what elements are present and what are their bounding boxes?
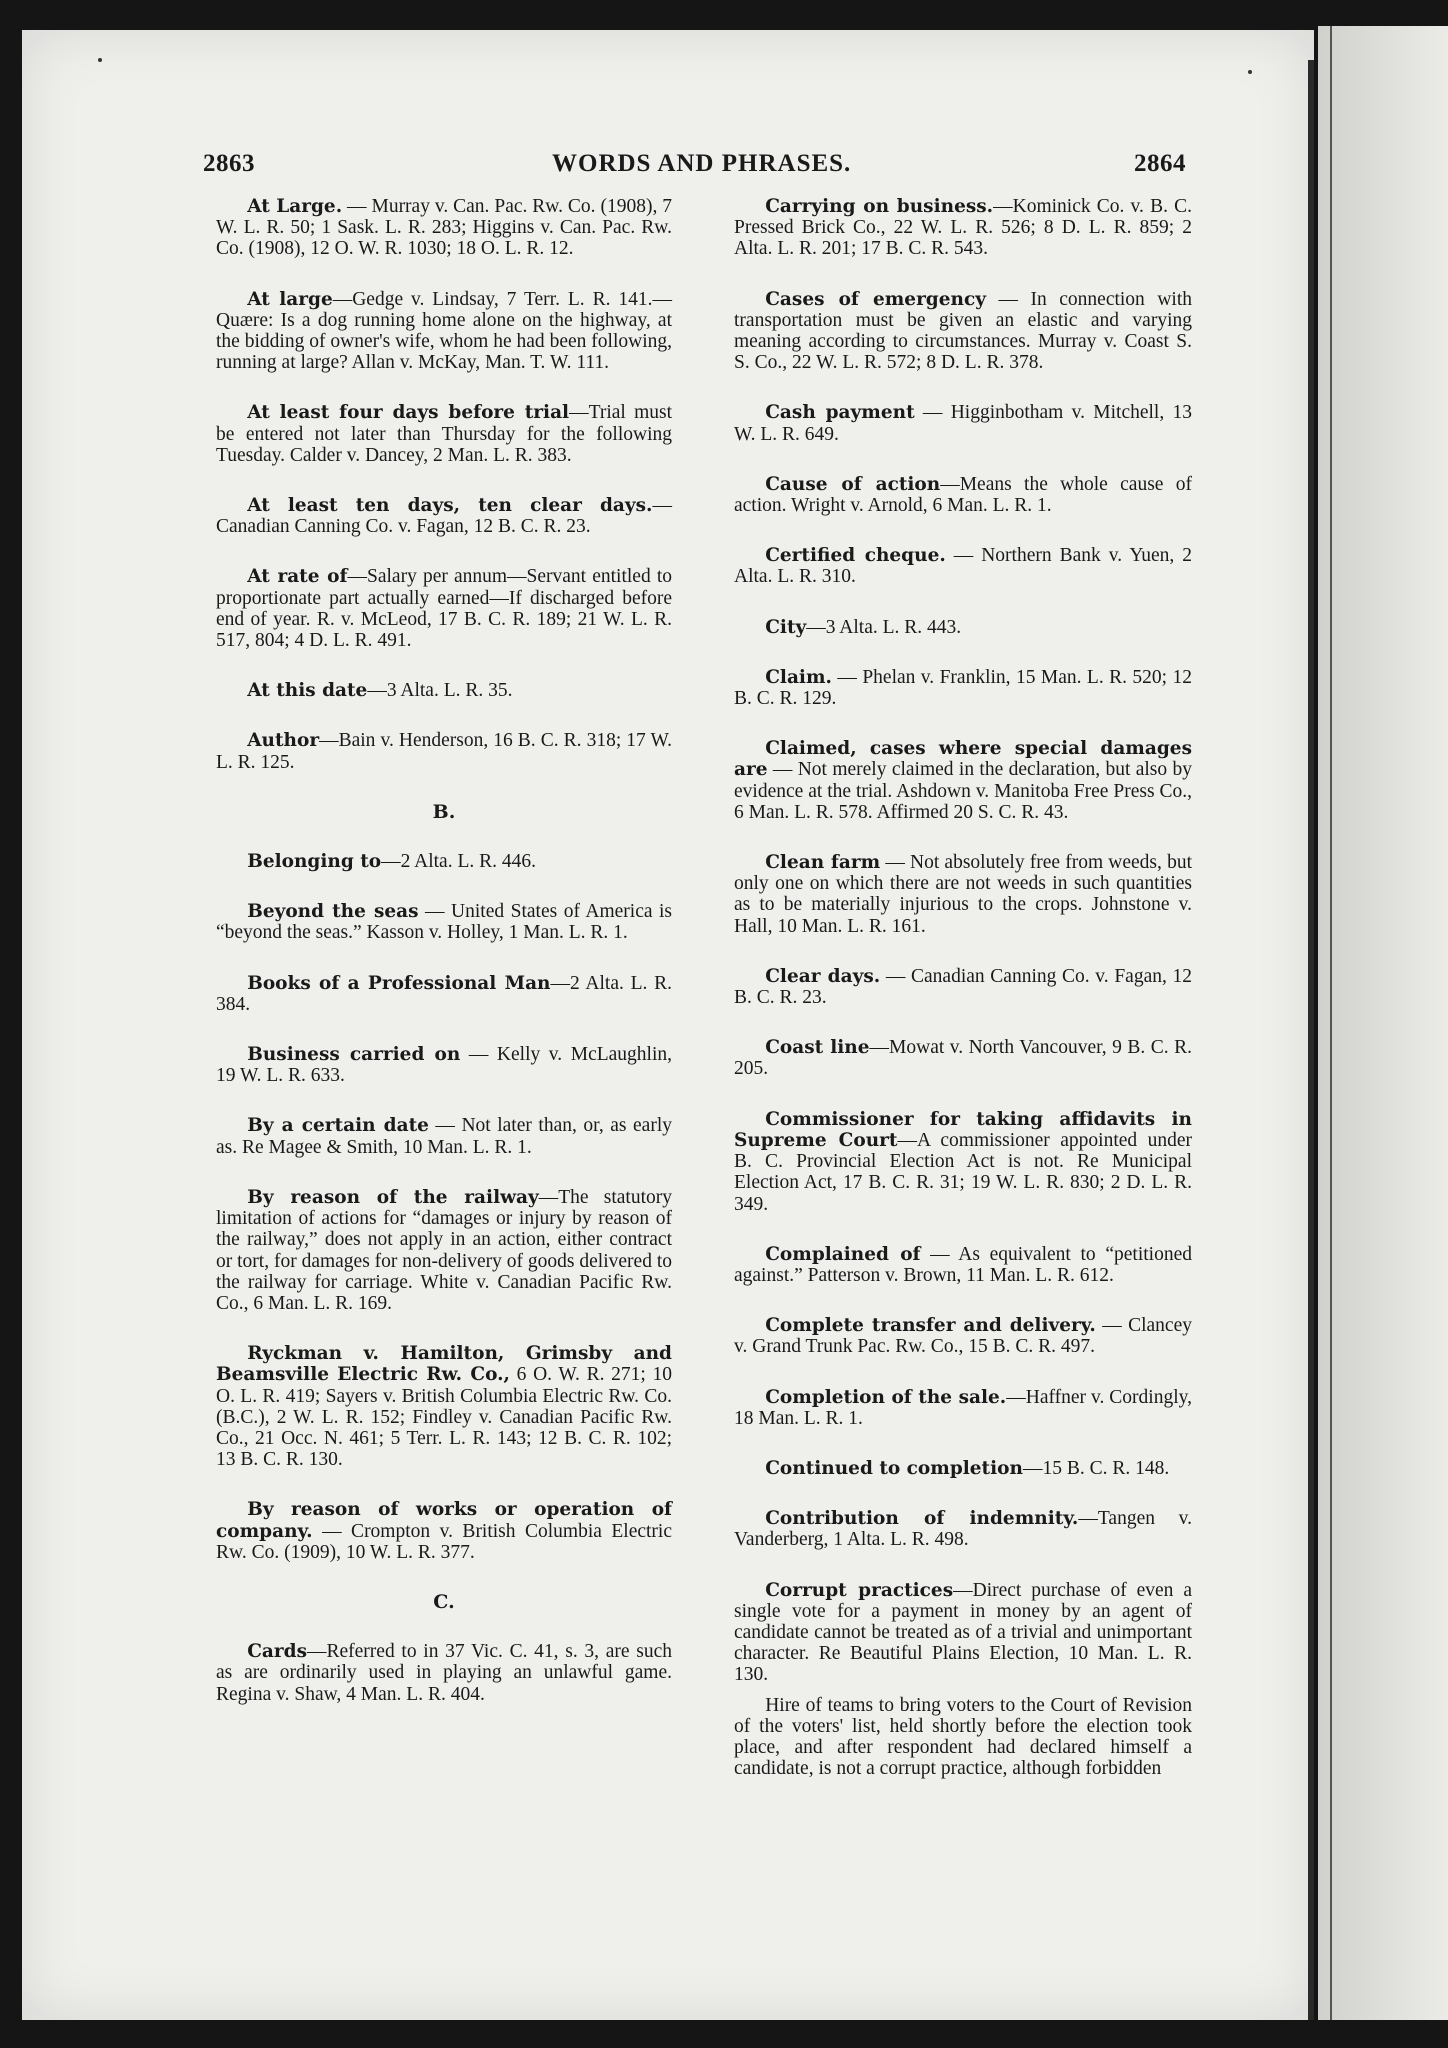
- adjacent-page-edge: [1330, 26, 1332, 2020]
- left-column: [216, 196, 672, 1734]
- entry-headword: Complete transfer and delivery.: [765, 1315, 1096, 1337]
- entry-text: —2 Alta. L. R. 446.: [381, 851, 537, 873]
- dictionary-entry: [216, 680, 672, 701]
- entry-headword: City: [765, 616, 807, 638]
- dictionary-entry: [216, 495, 672, 537]
- entry-headword: Completion of the sale.: [765, 1386, 1007, 1408]
- entry-headword: At Large.: [247, 196, 343, 217]
- entry-text: —Direct purchase of even a single vote for a payment in money by an agent of candidate cannot be treated as of a trivial and unimportant character. Re Beautiful Plains Election, 10 Man. L. R. 130.: [734, 1579, 1193, 1686]
- section-heading-b: B.: [432, 800, 456, 823]
- entry-headword: At this date: [247, 680, 368, 702]
- entry-headword: Author: [247, 730, 320, 752]
- dictionary-entry: [734, 966, 1192, 1008]
- entry-headword: Complained of: [765, 1243, 921, 1265]
- entry-text: — Northern Bank v. Yuen, 2 Alta. L. R. 310.: [734, 545, 1192, 588]
- dictionary-entry: [734, 289, 1192, 374]
- dictionary-entry: [216, 289, 672, 374]
- dictionary-entry: [216, 1499, 672, 1563]
- entry-text: —Mowat v. North Vancouver, 9 B. C. R. 205.: [734, 1037, 1192, 1080]
- entries-a: [216, 196, 672, 773]
- entry-headword: Ryckman v. Hamilton, Grimsby and Beamsville Electric Rw. Co.,: [216, 1343, 672, 1386]
- entry-text: —Referred to in 37 Vic. C. 41, s. 3, are such as are ordinarily used in playing an unlawful game. Regina v. Shaw, 4 Man. L. R. 404.: [216, 1641, 672, 1705]
- dictionary-entry: [734, 667, 1192, 709]
- entries-c: [216, 1641, 672, 1705]
- dictionary-entry: [216, 851, 672, 872]
- entry-text: —Canadian Canning Co. v. Fagan, 12 B. C. R. 23.: [216, 495, 672, 538]
- entry-headword: Clear days.: [765, 965, 881, 987]
- entry-text: — Higginbotham v. Mitchell, 13 W. L. R. 649.: [734, 402, 1192, 445]
- dictionary-entry: [216, 1115, 672, 1157]
- adjacent-page: [1318, 26, 1448, 2020]
- entry-text: —Bain v. Henderson, 16 B. C. R. 318; 17 W. L. R. 125.: [216, 730, 672, 773]
- entry-text: 6 O. W. R. 271; 10 O. L. R. 419; Sayers v. British Columbia Electric Rw. Co. (B.C.), 2 W. L. R. 152; Findley v. Canadian Pacific Rw. Co., 21 Occ. N. 461; 5 Terr. L. R. 143; 12 B. C. R. 102; 13 B. C. R. 130.: [216, 1364, 672, 1471]
- entry-headword: At large: [247, 288, 333, 310]
- scan-speck: [98, 58, 102, 62]
- entry-headword: Beyond the seas: [247, 901, 419, 923]
- entry-text: —Haffner v. Cordingly, 18 Man. L. R. 1.: [734, 1386, 1192, 1429]
- entry-text: — Canadian Canning Co. v. Fagan, 12 B. C. R. 23.: [734, 965, 1192, 1009]
- dictionary-entry: [734, 545, 1192, 587]
- entry-headword: Certified cheque.: [765, 545, 946, 567]
- right-column: [734, 196, 1192, 1808]
- entry-text: — Kelly v. McLaughlin, 19 W. L. R. 633.: [216, 1044, 672, 1087]
- entry-continuation: Hire of teams to bring voters to the Court of Revision of the voters' list, held shortly before the election took place, and after respondent had declared himself a candidate, is not a corrupt practice, although forbidden: [734, 1694, 1192, 1780]
- entry-text: —Means the whole cause of action. Wright v. Arnold, 6 Man. L. R. 1.: [734, 473, 1193, 517]
- entry-text: — Crompton v. British Columbia Electric Rw. Co. (1909), 10 W. L. R. 377.: [216, 1520, 672, 1563]
- entry-text: — As equivalent to “petitioned against.” Patterson v. Brown, 11 Man. L. R. 612.: [734, 1243, 1192, 1286]
- entry-text: —Kominick Co. v. B. C. Pressed Brick Co., 22 W. L. R. 526; 8 D. L. R. 859; 2 Alta. L. R. 201; 17 B. C. R. 543.: [734, 196, 1192, 260]
- dictionary-entry: [216, 196, 672, 260]
- entry-text: —15 B. C. R. 148.: [1022, 1457, 1170, 1479]
- entry-text: —The statutory limitation of actions for “damages or injury by reason of the railway,” does not apply in an action, either contract or tort, for damages for non-delivery of goods delivered to the railway for carriage. White v. Canadian Pacific Rw. Co., 6 Man. L. R. 169.: [216, 1186, 672, 1314]
- dictionary-entry: [216, 402, 672, 466]
- dictionary-entry: [216, 1641, 672, 1705]
- entries-b: [216, 851, 672, 1563]
- dictionary-entry: [734, 196, 1192, 260]
- entry-headword: Clean farm: [765, 852, 881, 874]
- entry-headword: Claim.: [765, 666, 832, 688]
- entry-headword: Carrying on business.: [765, 196, 994, 217]
- dictionary-entry: [734, 1315, 1192, 1357]
- entry-text: — In connection with transportation must be given an elastic and varying meaning according to circumstances. Murray v. Coast S. S. Co., 22 W. L. R. 572; 8 D. L. R. 378.: [734, 288, 1192, 374]
- dictionary-entry: [734, 1458, 1192, 1479]
- entry-text: — Clancey v. Grand Trunk Pac. Rw. Co., 15 B. C. R. 497.: [734, 1315, 1192, 1358]
- dictionary-entry: [216, 973, 672, 1015]
- entry-headword: Contribution of indemnity.: [765, 1508, 1079, 1530]
- binding-gutter: [1308, 60, 1314, 2020]
- entry-text: —3 Alta. L. R. 443.: [806, 616, 962, 638]
- entry-text: —2 Alta. L. R. 384.: [216, 972, 672, 1015]
- entry-headword: At least four days before trial: [247, 402, 570, 424]
- dictionary-entry: [734, 1037, 1192, 1079]
- dictionary-entry: [734, 738, 1192, 823]
- entries-right: [734, 196, 1192, 1686]
- entry-text: —Salary per annum—Servant entitled to proportionate part actually earned—If discharged before end of year. R. v. McLeod, 17 B. C. R. 189; 21 W. L. R. 517, 804; 4 D. L. R. 491.: [216, 566, 672, 652]
- dictionary-entry: [216, 566, 672, 651]
- entry-headword: Claimed, cases where special damages are: [734, 738, 1192, 781]
- entry-headword: Cash payment: [765, 402, 915, 424]
- scan-speck: [1248, 70, 1252, 74]
- entry-text: — Not absolutely free from weeds, but only one on which there are not weeds in such quantities as to be materially injurious to the crops. Johnstone v. Hall, 10 Man. L. R. 161.: [734, 852, 1192, 937]
- entry-headword: By reason of the railway: [247, 1186, 539, 1208]
- entry-headword: Belonging to: [247, 851, 382, 873]
- entry-text: —3 Alta. L. R. 35.: [367, 680, 513, 702]
- entry-headword: By reason of works or operation of company.: [216, 1499, 672, 1542]
- entry-headword: At least ten days, ten clear days.: [247, 495, 653, 517]
- running-head: WORDS AND PHRASES.: [552, 150, 852, 177]
- section-heading-c: C.: [433, 1590, 455, 1613]
- entry-text: —Tangen v. Vanderberg, 1 Alta. L. R. 498.: [734, 1508, 1192, 1551]
- entry-text: —A commissioner appointed under B. C. Provincial Election Act is not. Re Municipal Election Act, 17 B. C. R. 31; 19 W. L. R. 830; 2 D. L. R. 349.: [734, 1129, 1192, 1215]
- entry-text: —Gedge v. Lindsay, 7 Terr. L. R. 141.—Quære: Is a dog running home alone on the highway, at the bidding of owner's wife, whom he had been following, running at large? Allan v. McKay, Man. T. W. 111.: [216, 288, 672, 374]
- entry-text: — United States of America is “beyond the seas.” Kasson v. Holley, 1 Man. L. R. 1.: [216, 901, 673, 944]
- dictionary-entry: [734, 617, 1192, 638]
- entry-headword: Corrupt practices: [765, 1579, 954, 1601]
- dictionary-entry: [216, 901, 672, 943]
- dictionary-entry: [734, 852, 1192, 937]
- dictionary-entry: [734, 474, 1192, 516]
- entry-text: — Not later than, or, as early as. Re Magee & Smith, 10 Man. L. R. 1.: [216, 1115, 672, 1158]
- entry-headword: At rate of: [247, 566, 348, 588]
- dictionary-entry: [216, 1187, 672, 1314]
- entry-headword: Coast line: [765, 1037, 870, 1059]
- entry-headword: Commissioner for taking affidavits in Supreme Court: [734, 1108, 1192, 1151]
- dictionary-entry: [216, 730, 672, 772]
- entry-headword: Cases of emergency: [765, 288, 986, 310]
- dictionary-entry: [734, 1387, 1192, 1429]
- entry-text: — Not merely claimed in the declaration, but also by evidence at the trial. Ashdown v. Manitoba Free Press Co., 6 Man. L. R. 578. Affirmed 20 S. C. R. 43.: [734, 759, 1192, 823]
- entry-headword: Continued to completion: [765, 1457, 1023, 1479]
- entry-headword: Cards: [247, 1641, 307, 1663]
- entry-headword: By a certain date: [247, 1115, 429, 1137]
- right-page-number: 2864: [1134, 150, 1186, 177]
- dictionary-entry: [734, 1508, 1192, 1550]
- dictionary-entry: [734, 402, 1192, 444]
- dictionary-entry: [734, 1580, 1192, 1686]
- entry-text: —Trial must be entered not later than Thursday for the following Tuesday. Calder v. Dancey, 2 Man. L. R. 383.: [216, 402, 672, 466]
- entry-headword: Books of a Professional Man: [247, 972, 551, 994]
- entry-headword: Cause of action: [765, 473, 941, 495]
- dictionary-entry: [216, 1343, 672, 1470]
- entry-text: — Phelan v. Franklin, 15 Man. L. R. 520; 12 B. C. R. 129.: [734, 666, 1192, 710]
- entry-headword: Business carried on: [247, 1044, 461, 1066]
- entry-text: — Murray v. Can. Pac. Rw. Co. (1908), 7 W. L. R. 50; 1 Sask. L. R. 283; Higgins v. Can. Pac. Rw. Co. (1908), 12 O. W. R. 1030; 18 O. L. R. 12.: [216, 196, 672, 260]
- left-page-number: 2863: [203, 150, 255, 177]
- dictionary-entry: [734, 1109, 1192, 1215]
- dictionary-entry: [734, 1244, 1192, 1286]
- dictionary-entry: [216, 1044, 672, 1086]
